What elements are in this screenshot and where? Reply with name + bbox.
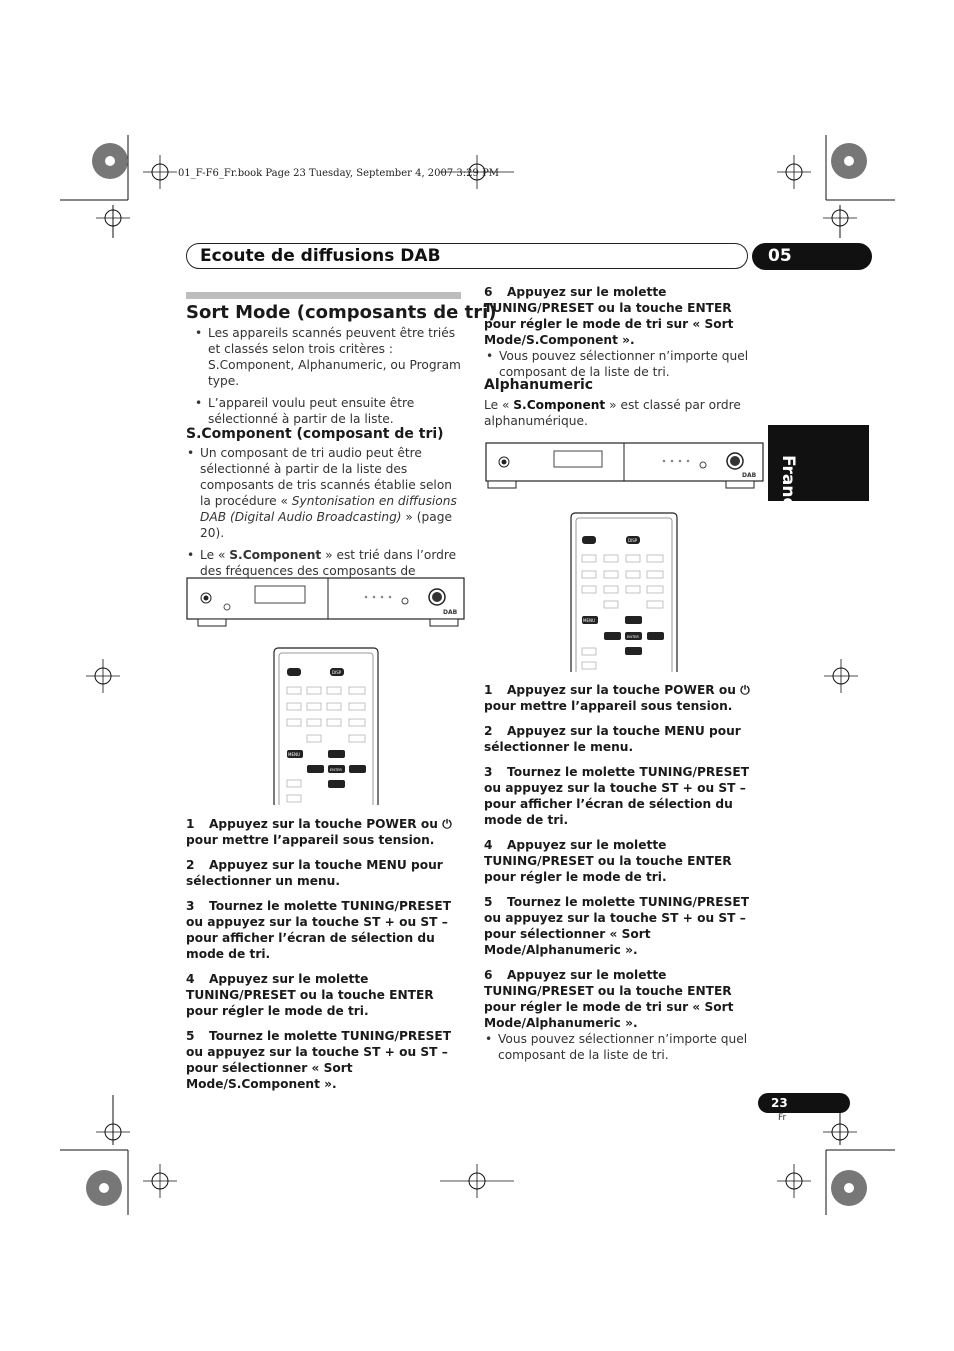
right-steps <box>484 682 764 1069</box>
page-language: Fr <box>778 1113 787 1123</box>
chapter-number: 05 <box>752 243 872 270</box>
file-header: 01_F-F6_Fr.book Page 23 Tuesday, September 4, 2007 3:29 PM <box>178 168 500 179</box>
svg-text:MENU: MENU <box>288 752 300 757</box>
step-item: 1 Appuyez sur la touche POWER ou ⏻ pour mettre l’appareil sous tension. <box>186 817 452 847</box>
subsection-title-alphanumeric: Alphanumeric <box>484 377 594 393</box>
step-item: 6 Appuyez sur le molette TUNING/PRESET ou la touche ENTER pour régler le mode de tri sur « Sort Mode/Alphanumeric ». <box>484 968 734 1030</box>
step-item: 2 Appuyez sur la touche MENU pour sélectionner le menu. <box>484 724 741 754</box>
list-item: • Un composant de tri audio peut être sélectionné à partir de la liste des composants de tris scannés établie selon la procédure « Syntonisation en diffusions DAB (Digital Audio Broadcasting) » (page 20). <box>186 445 464 541</box>
alphanumeric-intro: Le « S.Component » est classé par ordre alphanumérique. <box>484 398 741 428</box>
step-item: 4 Appuyez sur le molette TUNING/PRESET ou la touche ENTER pour régler le mode de tri. <box>186 972 434 1018</box>
svg-text:DAB: DAB <box>443 609 458 616</box>
list-item: • Les appareils scannés peuvent être triés et classés selon trois critères : S.Component, Alphanumeric, ou Program type. <box>194 325 464 389</box>
svg-text:DAB: DAB <box>742 472 757 479</box>
chapter-title: Ecoute de diffusions DAB <box>200 246 441 266</box>
left-steps <box>186 816 464 1101</box>
tuner-front-panel-illustration <box>185 575 467 631</box>
svg-text:ENTER: ENTER <box>330 768 342 772</box>
remote-control-illustration <box>570 512 678 672</box>
svg-text:ENTER: ENTER <box>627 635 639 639</box>
list-item: • Le « S.Component » est trié dans l’ordre des fréquences des composants de <box>186 547 464 595</box>
step-item: 1 Appuyez sur la touche POWER ou ⏻ pour mettre l’appareil sous tension. <box>484 683 750 713</box>
page-number: 23 <box>758 1093 850 1113</box>
list-item: • Vous pouvez sélectionner n’importe quel composant de la liste de tri. <box>484 1031 764 1063</box>
step-item: 3 Tournez le molette TUNING/PRESET ou appuyez sur la touche ST + ou ST – pour afficher l’écran de sélection du mode de tri. <box>484 765 750 827</box>
step-item: 3 Tournez le molette TUNING/PRESET ou appuyez sur la touche ST + ou ST – pour afficher l’écran de sélection du mode de tri. <box>186 899 452 961</box>
chapter-header <box>186 243 748 269</box>
intro-bullets <box>194 325 464 433</box>
language-tab-label: Français <box>778 455 798 535</box>
step-item: 5 Tournez le molette TUNING/PRESET ou appuyez sur la touche ST + ou ST – pour sélectionner « Sort Mode/Alphanumeric ». <box>484 895 750 957</box>
svg-text:DISP: DISP <box>628 538 638 543</box>
step-item: 2 Appuyez sur la touche MENU pour sélectionner un menu. <box>186 858 443 888</box>
right-step6 <box>484 284 764 386</box>
step-item: 5 Tournez le molette TUNING/PRESET ou appuyez sur la touche ST + ou ST – pour sélectionner « Sort Mode/S.Component ». <box>186 1029 452 1091</box>
svg-text:MENU: MENU <box>583 618 595 623</box>
step-item: 6 Appuyez sur le molette TUNING/PRESET ou la touche ENTER pour régler le mode de tri sur « Sort Mode/S.Component ». <box>484 285 734 347</box>
subsection-title: S.Component (composant de tri) <box>186 426 444 442</box>
remote-control-illustration <box>273 647 379 805</box>
step-item: 4 Appuyez sur le molette TUNING/PRESET ou la touche ENTER pour régler le mode de tri. <box>484 838 732 884</box>
list-item: • Vous pouvez sélectionner n’importe quel composant de la liste de tri. <box>485 348 764 380</box>
section-rule <box>186 292 461 299</box>
list-item: • L’appareil voulu peut ensuite être sélectionné à partir de la liste. <box>194 395 464 427</box>
language-tab <box>768 425 869 535</box>
section-title: Sort Mode (composants de tri) <box>186 302 497 323</box>
svg-text:DISP: DISP <box>332 670 342 675</box>
tuner-front-panel-illustration <box>484 440 766 492</box>
